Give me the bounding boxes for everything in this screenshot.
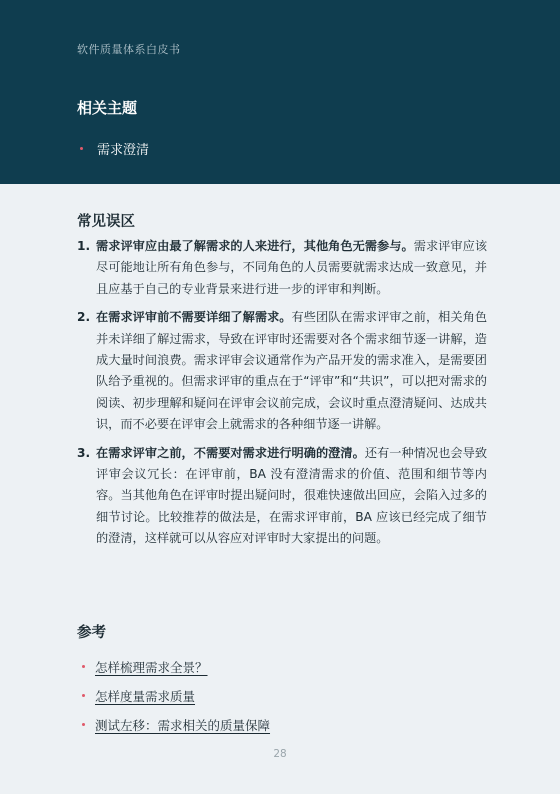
bullet-dot-icon <box>82 723 85 726</box>
reference-item <box>82 681 270 710</box>
bullet-dot-icon <box>80 147 83 150</box>
mistake-item <box>77 307 487 435</box>
reference-link[interactable]: 怎样度量需求质量 <box>95 688 196 704</box>
page-number: 28 <box>273 748 287 760</box>
mistake-number: 1. <box>77 239 91 253</box>
references-title: 参考 <box>77 625 106 641</box>
mistake-text: 还有一种情况也会导致评审会议冗长：在评审前，BA 没有澄清需求的价值、范围和细节等内容。当其他角色在评审时提出疑问时，很难快速做出回应，会陷入过多的细节讨论。比较推荐的做法是，在需求评审前，BA 应该已经完成了细节的澄清，这样就可以从容应对评审时大家提出的问题。 <box>96 445 488 546</box>
mistake-item <box>77 236 487 300</box>
mistakes-title: 常见误区 <box>77 214 135 230</box>
related-topic-item[interactable] <box>80 139 149 158</box>
bullet-dot-icon <box>82 694 85 697</box>
reference-item <box>82 710 270 739</box>
mistake-bold: 需求评审应由最了解需求的人来进行，其他角色无需参与。 <box>96 239 414 253</box>
mistake-text: 有些团队在需求评审之前，相关角色并未详细了解过需求，导致在评审时还需要对各个需求细节逐一讲解，造成大量时间浪费。需求评审会议通常作为产品开发的需求准入，是需要团队给予重视的。但需求评审的重点在于“评审”和“共识”，可以把对需求的阅读、初步理解和疑问在评审会议前完成，会议时重点澄清疑问、达成共识，而不必要在评审会上就需求的各种细节逐一讲解。 <box>96 310 488 432</box>
mistake-text: 需求评审应该尽可能地让所有角色参与，不同角色的人员需要就需求达成一致意见，并且应基于自己的专业背景来进行进一步的评审和判断。 <box>96 239 488 296</box>
related-topic-label: 需求澄清 <box>97 143 150 158</box>
mistakes-list <box>77 236 487 557</box>
header-banner <box>0 0 560 184</box>
book-title: 软件质量体系白皮书 <box>77 43 181 56</box>
reference-link[interactable]: 测试左移：需求相关的质量保障 <box>95 717 271 733</box>
reference-item <box>82 652 270 681</box>
related-topics-title: 相关主题 <box>77 99 138 117</box>
mistake-number: 2. <box>77 310 91 325</box>
mistake-bold: 在需求评审之前，不需要对需求进行明确的澄清。 <box>96 445 365 460</box>
mistake-number: 3. <box>77 445 91 460</box>
mistake-item <box>77 443 487 550</box>
references-list <box>82 652 270 739</box>
bullet-dot-icon <box>82 665 85 668</box>
reference-link[interactable]: 怎样梳理需求全景？ <box>95 659 208 675</box>
mistake-bold: 在需求评审前不需要详细了解需求。 <box>96 310 292 325</box>
